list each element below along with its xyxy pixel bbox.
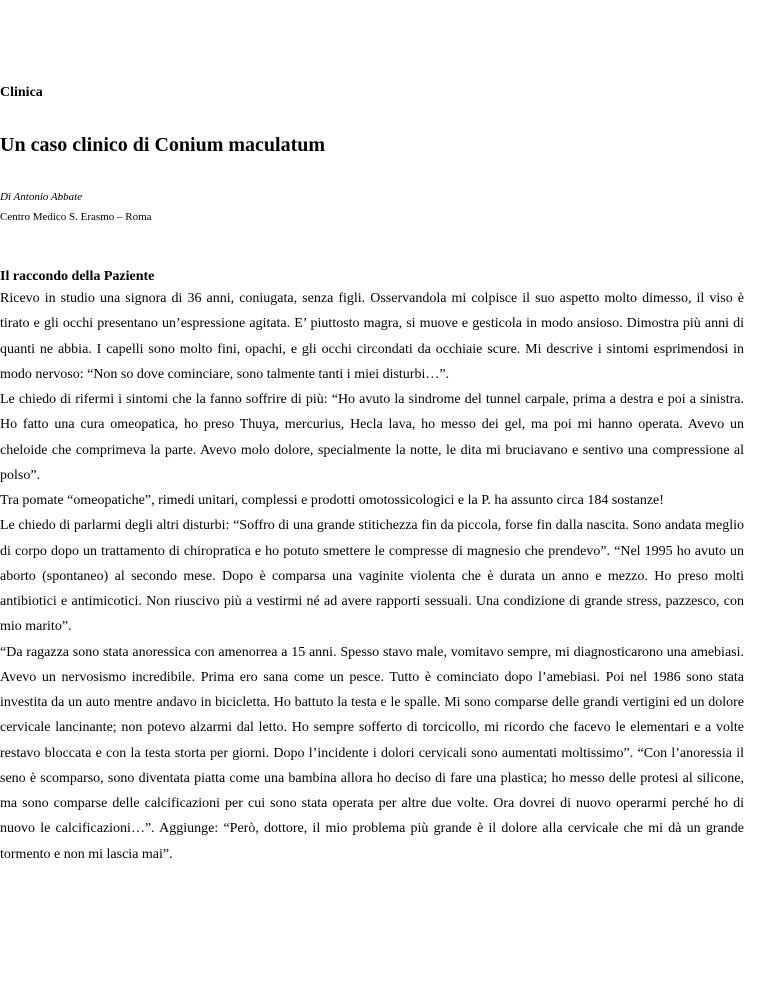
article-title: Un caso clinico di Conium maculatum <box>0 134 326 156</box>
paragraph: “Da ragazza sono stata anoressica con amenorrea a 15 anni. Spesso stavo male, vomitavo sempre, mi diagnosticarono una amebiasi. Avevo un nervosismo incredibile. Prima ero sana come un pesce. Tutto è cominciato dopo l’amebiasi. Poi nel 1986 sono stata investita da un auto mentre andavo in bicicletta. Ho battuto la testa e le spalle. Mi sono comparse delle grandi vertigini ed un dolore cervicale lancinante; non potevo alzarmi dal letto. Ho sempre sofferto di torcicollo, mi ricordo che facevo le elementari e a volte restavo bloccata e con la testa storta per giorni. Dopo l’incidente i dolori cervicali sono aumentati moltissimo”. “Con l’anoressia il seno è scomparso, sono diventata piatta come una bambina allora ho deciso di fare una plastica; ho messo delle protesi al silicone, ma sono comparse delle calcificazioni per cui sono stata operata per altre due volte. Ora dovrei di nuovo operarmi perché ho di nuovo le calcificazioni…”. Aggiunge: “Però, dottore, il mio problema più grande è il dolore alla cervicale che mi dà un grande tormento e non mi lascia mai”. <box>0 644 744 862</box>
author-affiliation: Centro Medico S. Erasmo – Roma <box>0 211 152 223</box>
article-author: Di Antonio Abbate <box>0 191 83 203</box>
paragraph: Le chiedo di rifermi i sintomi che la fanno soffrire di più: “Ho avuto la sindrome del tunnel carpale, prima a destra e poi a sinistra. Ho fatto una cura omeopatica, ho preso Thuya, mercurius, Hecla lava, ho messo dei gel, ma poi mi hanno operata. Avevo un cheloide che comprimeva la parte. Avevo molo dolore, specialmente la notte, le dita mi bruciavano e sentivo una compressione al polso”. <box>0 392 744 483</box>
paragraph: Ricevo in studio una signora di 36 anni, coniugata, senza figli. Osservandola mi colpisce il suo aspetto molto dimesso, il viso è tirato e gli occhi presentano un’espressione agitata. E’ piuttosto magra, si muove e gesticola in modo ansioso. Dimostra più anni di quanti ne abbia. I capelli sono molto fini, opachi, e gli occhi circondati da occhiaie scure. Mi descrive i sintomi esprimendosi in modo nervoso: “Non so dove cominciare, sono talmente tanti i miei disturbi…”. <box>0 291 744 382</box>
paragraph: Tra pomate “omeopatiche”, rimedi unitari, complessi e prodotti omotossicologici e la P. ha assunto circa 184 sostanze! <box>0 493 664 508</box>
section-label: Clinica <box>0 85 43 100</box>
paragraph: Le chiedo di parlarmi degli altri disturbi: “Soffro di una grande stitichezza fin da piccola, forse fin dalla nascita. Sono andata meglio di corpo dopo un trattamento di chiropratica e ho potuto smettere le compresse di magnesio che prendevo”. “Nel 1995 ho avuto un aborto (spontaneo) al secondo mese. Dopo è comparsa una vaginite violenta che è durata un anno e mezzo. Ho preso molti antibiotici e antimicotici. Non riuscivo più a vestirmi né ad avere rapporti sessuali. Una condizione di grande stress, pazzesco, con mio marito”. <box>0 518 744 635</box>
section-heading: Il raccondo della Paziente <box>0 269 155 284</box>
article-body <box>0 269 744 867</box>
